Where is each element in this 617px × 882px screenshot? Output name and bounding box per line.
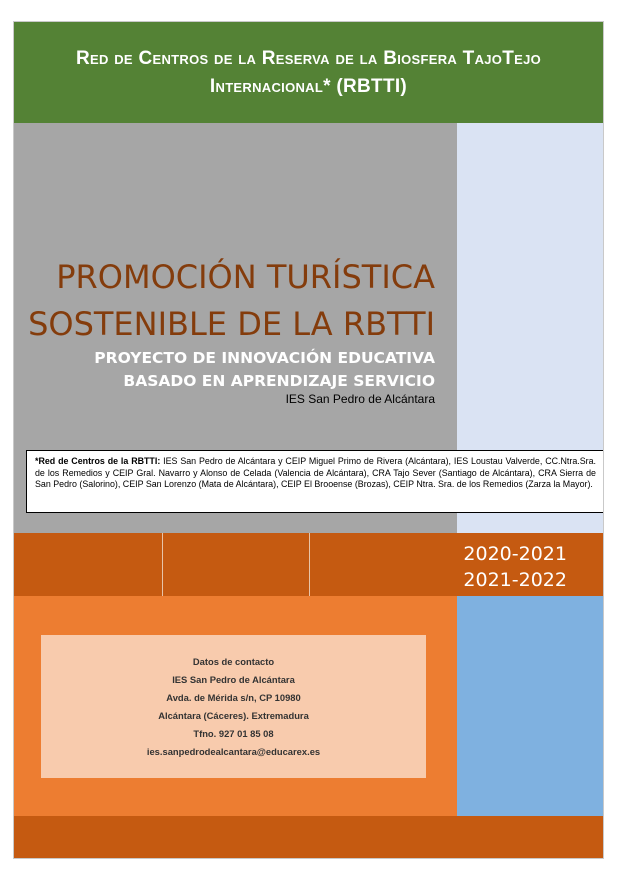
subtitle-line2: BASADO EN APRENDIZAJE SERVICIO xyxy=(123,372,435,390)
subtitle-line1: PROYECTO DE INNOVACIÓN EDUCATIVA xyxy=(94,349,435,367)
header-title xyxy=(49,45,569,101)
subtitle xyxy=(94,347,435,393)
year-1: 2020-2021 xyxy=(463,543,567,565)
contact-email: ies.sanpedrodealcantara@educarex.es xyxy=(146,745,321,757)
main-title-line1: PROMOCIÓN TURÍSTICA xyxy=(56,258,435,296)
header-banner xyxy=(14,22,603,123)
contact-name: IES San Pedro de Alcántara xyxy=(172,673,295,685)
contact-address: Avda. de Mérida s/n, CP 10980 xyxy=(166,691,301,703)
year-2: 2021-2022 xyxy=(463,569,567,591)
main-title xyxy=(28,254,435,348)
academic-years xyxy=(463,541,567,593)
note-label: *Red de Centros de la RBTTI: xyxy=(35,456,161,466)
note-text: IES San Pedro de Alcántara y CEIP Miguel Primo de Rivera (Alcántara), IES Loustau Valverde, CC.Ntra.Sra. de los Remedios y CEIP Gral. Navarro y Alonso de Celada (Valencia de Alcántara), CRA Tajo Sever (Santiago de Alcántara), CRA Sierra de San Pedro (Salorino), CEIP San Lorenzo (Mata de Alcántara), CEIP El Brooense (Brozas), CEIP Ntra. Sra. de los Remedios (Zarza la Mayor). xyxy=(35,456,596,489)
network-note-box xyxy=(26,450,604,513)
contact-phone: Tfno. 927 01 85 08 xyxy=(193,727,274,739)
main-title-line2: SOSTENIBLE DE LA RBTTI xyxy=(28,305,435,343)
school-name: IES San Pedro de Alcántara xyxy=(285,392,435,406)
blue-side-panel xyxy=(457,596,604,816)
contact-heading: Datos de contacto xyxy=(192,655,275,667)
band-cell xyxy=(162,533,310,596)
footer-band xyxy=(14,816,603,859)
contact-city: Alcántara (Cáceres). Extremadura xyxy=(158,709,309,721)
header-title-line2: Internacional* (RBTTI) xyxy=(209,75,408,97)
contact-box xyxy=(41,635,426,778)
header-title-line1: Red de Centros de la Reserva de la Biosfera TajoTejo xyxy=(75,47,542,69)
band-cell xyxy=(14,533,163,596)
cover-page xyxy=(13,21,604,859)
